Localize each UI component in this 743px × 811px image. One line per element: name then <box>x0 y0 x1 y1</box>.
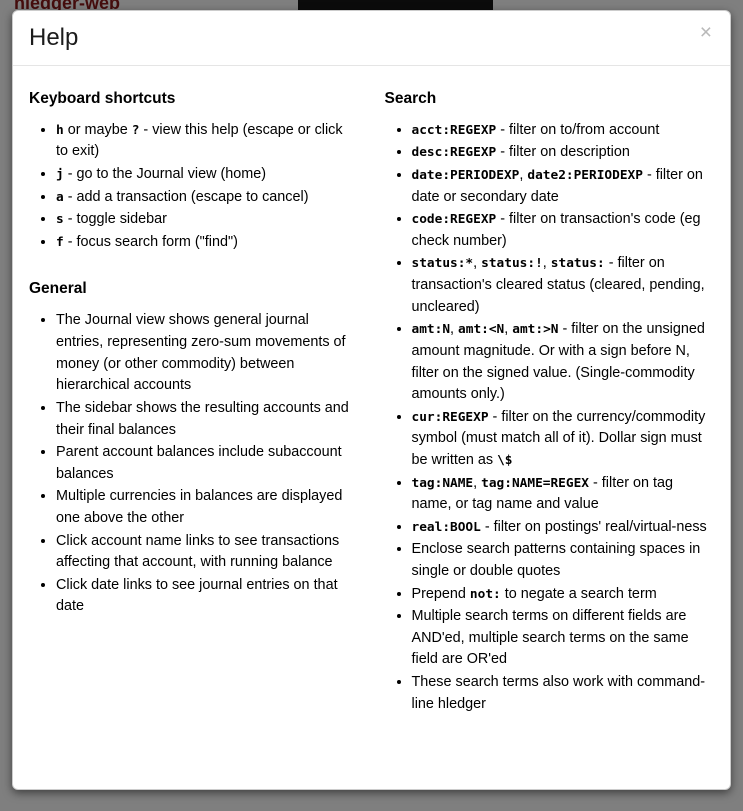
list-item: • status:*, status:!, status: - filter on transaction's cleared status (cleared, pending, uncleared) <box>412 253 715 318</box>
inline-code: f <box>56 234 64 250</box>
list-item: • amt:N, amt:<N, amt:>N - filter on the unsigned amount magnitude. Or with a sign before N, filter on the signed value. (Single-commodity amounts only.) <box>412 319 715 405</box>
inline-code: code:REGEXP <box>411 212 497 228</box>
list-item: • cur:REGEXP - filter on the currency/commodity symbol (must match all of it). Dollar sign must be written as \$ <box>412 407 715 472</box>
modal-header <box>13 11 730 66</box>
help-modal <box>12 10 731 790</box>
section-heading-general: General <box>29 280 87 298</box>
section-heading-keyboard-shortcuts: Keyboard shortcuts <box>29 89 176 107</box>
section-keyboard-shortcuts <box>29 90 359 254</box>
inline-code: ? <box>131 122 140 138</box>
inline-code: \$ <box>497 452 513 468</box>
inline-code: real:BOOL <box>411 519 481 535</box>
list-item: • code:REGEXP - filter on transaction's code (eg check number) <box>412 209 715 252</box>
list-item: • j - go to the Journal view (home) <box>56 164 359 186</box>
inline-code: not: <box>469 586 501 602</box>
list-item: • date:PERIODEXP, date2:PERIODEXP - filter on date or secondary date <box>412 165 715 208</box>
list-item: • Enclose search patterns containing spaces in single or double quotes <box>412 539 715 582</box>
keyboard-shortcuts-list <box>29 120 359 254</box>
inline-code: h <box>56 122 64 138</box>
right-column <box>385 80 715 779</box>
section-heading-search: Search <box>384 89 437 107</box>
list-item: • s - toggle sidebar <box>56 209 359 231</box>
list-item: • tag:NAME, tag:NAME=REGEX - filter on tag name, or tag name and value <box>412 473 715 516</box>
section-search <box>385 90 715 715</box>
list-item: • acct:REGEXP - filter on to/from account <box>412 120 715 142</box>
list-item: • desc:REGEXP - filter on description <box>412 142 715 164</box>
list-item: • Parent account balances include subaccount balances <box>56 442 359 485</box>
list-item: • a - add a transaction (escape to cancel) <box>56 187 359 209</box>
inline-code: amt:<N <box>458 322 505 338</box>
search-list <box>385 120 715 715</box>
close-icon: × <box>699 21 712 44</box>
list-item: • real:BOOL - filter on postings' real/virtual-ness <box>412 517 715 539</box>
inline-code: amt:>N <box>512 322 559 338</box>
inline-code: cur:REGEXP <box>411 409 489 425</box>
inline-code: acct:REGEXP <box>411 122 497 138</box>
list-item: • These search terms also work with command-line hledger <box>412 672 715 715</box>
inline-code: j <box>56 167 64 183</box>
list-item: • h or maybe ? - view this help (escape or click to exit) <box>56 120 359 163</box>
modal-title: Help <box>29 24 79 51</box>
list-item: • Multiple currencies in balances are displayed one above the other <box>56 486 359 529</box>
list-item: • Click account name links to see transactions affecting that account, with running balance <box>56 531 359 574</box>
modal-close-button[interactable] <box>698 22 714 43</box>
inline-code: s <box>56 212 64 228</box>
left-column <box>29 80 359 779</box>
inline-code: date2:PERIODEXP <box>527 168 643 184</box>
inline-code: date:PERIODEXP <box>411 168 520 184</box>
list-item: • f - focus search form ("find") <box>56 232 359 254</box>
inline-code: tag:NAME <box>411 475 474 491</box>
section-general <box>29 280 359 618</box>
list-item: • The sidebar shows the resulting accounts and their final balances <box>56 398 359 441</box>
list-item: • Prepend not: to negate a search term <box>412 584 715 606</box>
inline-code: status:* <box>411 256 474 272</box>
inline-code: tag:NAME=REGEX <box>481 475 590 491</box>
modal-body <box>13 66 730 789</box>
general-list <box>29 310 359 618</box>
inline-code: desc:REGEXP <box>411 145 497 161</box>
list-item: • Multiple search terms on different fields are AND'ed, multiple search terms on the same field are OR'ed <box>412 606 715 671</box>
inline-code: a <box>56 189 64 205</box>
list-item: • The Journal view shows general journal entries, representing zero-sum movements of money (or other commodity) between hierarchical accounts <box>56 310 359 396</box>
inline-code: status: <box>550 256 605 272</box>
inline-code: status:! <box>481 256 543 272</box>
list-item: • Click date links to see journal entries on that date <box>56 575 359 618</box>
inline-code: amt:N <box>411 322 451 338</box>
